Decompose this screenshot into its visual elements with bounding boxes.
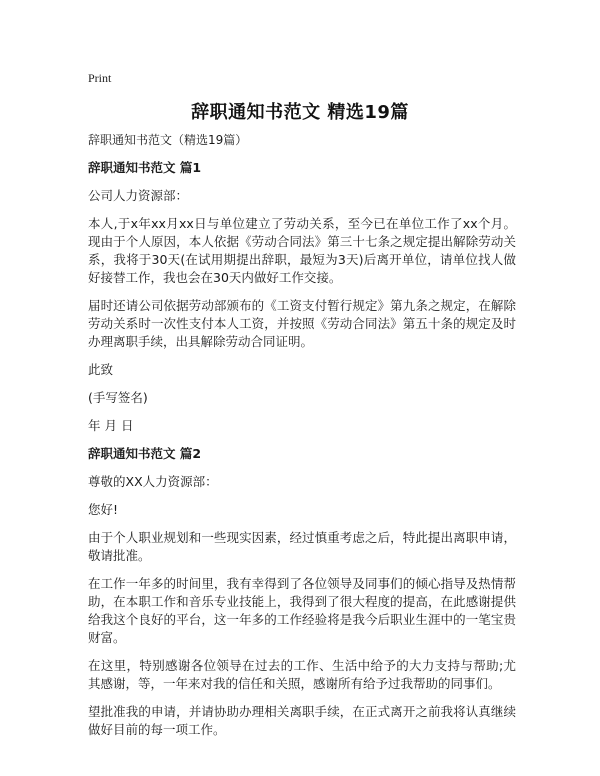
section-1-date: 年 月 日 — [88, 418, 134, 433]
section-1-heading: 辞职通知书范文 篇1 — [88, 160, 202, 175]
section-2-paragraph-4: 望批准我的申请，并请协助办理相关离职手续，在正式离开之前我将认真继续做好目前的每一项工作。 — [88, 704, 516, 737]
section-1-greeting: 公司人力资源部： — [88, 188, 189, 203]
section-2-hello: 您好! — [88, 502, 119, 517]
section-1-closing: 此致 — [88, 362, 114, 377]
section-1-signature: (手写签名) — [88, 390, 148, 405]
section-2-greeting: 尊敬的XX人力资源部： — [88, 474, 218, 489]
section-2-paragraph-1: 由于个人职业规划和一些现实因素，经过慎重考虑之后，特此提出离职申请，敬请批准。 — [88, 530, 516, 563]
print-label[interactable]: Print — [88, 71, 112, 85]
section-1-paragraph-2: 届时还请公司依据劳动部颁布的《工资支付暂行规定》第九条之规定，在解除劳动关系时一次性支付本人工资，并按照《劳动合同法》第五十条的规定及时办理离职手续，出具解除劳动合同证明。 — [88, 298, 516, 349]
page-title: 辞职通知书范文 精选19篇 — [191, 102, 409, 123]
document-body — [88, 131, 516, 749]
document-subtitle: 辞职通知书范文（精选19篇） — [88, 133, 248, 147]
section-2-heading: 辞职通知书范文 篇2 — [88, 446, 202, 461]
section-2-paragraph-2: 在工作一年多的时间里，我有幸得到了各位领导及同事们的倾心指导及热情帮助，在本职工作和音乐专业技能上，我得到了很大程度的提高，在此感谢提供给我这个良好的平台，这一年多的工作经验将是我今后职业生涯中的一笔宝贵财富。 — [88, 576, 516, 645]
section-1-paragraph-1: 本人,于x年xx月xx日与单位建立了劳动关系，至今已在单位工作了xx个月。现由于个人原因，本人依据《劳动合同法》第三十七条之规定提出解除劳动关系，我将于30天(在试用期提出辞职，最短为3天)后离开单位，请单位找人做好接替工作，我也会在30天内做好工作交接。 — [88, 216, 516, 285]
section-2-paragraph-3: 在这里，特别感谢各位领导在过去的工作、生活中给予的大力支持与帮助;尤其感谢，等，一年来对我的信任和关照，感谢所有给予过我帮助的同事们。 — [88, 658, 516, 691]
